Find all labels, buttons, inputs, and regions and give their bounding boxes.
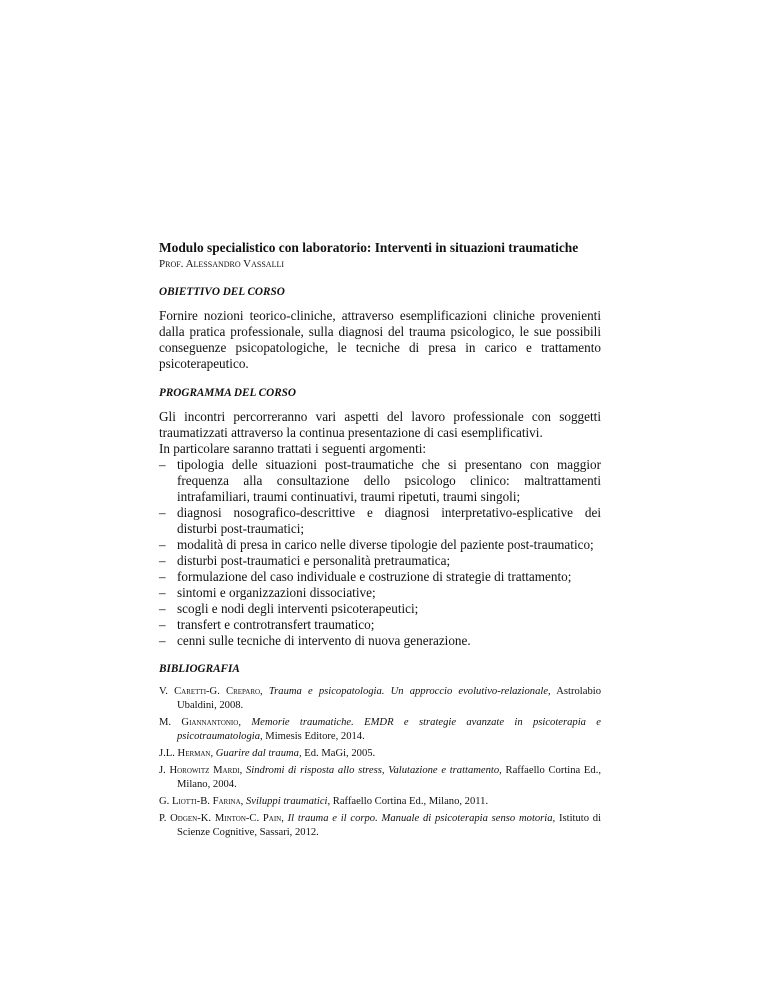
program-topic-list [159, 457, 601, 649]
list-item [159, 569, 601, 585]
objective-text: Fornire nozioni teorico-cliniche, attraverso esemplificazioni cliniche provenienti dalla pratica professionale, sulla diagnosi del trauma psicologico, le sue possibili conseguenze psicopatologiche, le tecniche di presa in carico e trattamento psicoterapeutico. [159, 308, 601, 371]
list-item-text: cenni sulle tecniche di intervento di nuova generazione. [177, 633, 471, 648]
dash-bullet: – [159, 601, 166, 616]
dash-bullet: – [159, 633, 166, 648]
dash-bullet: – [159, 457, 166, 472]
bibliography-entry [159, 747, 601, 761]
program-intro: Gli incontri percorreranno vari aspetti del lavoro professionale con soggetti traumatizzati attraverso la continua presentazione di casi esemplificativi. [159, 409, 601, 440]
entry-title: Sindromi di risposta allo stress, Valutazione e trattamento, [245, 765, 502, 776]
objective-heading: OBIETTIVO DEL CORSO [159, 286, 285, 298]
course-title: Modulo specialistico con laboratorio: Interventi in situazioni traumatiche [159, 240, 579, 255]
list-item-text: scogli e nodi degli interventi psicoterapeutici; [177, 601, 419, 616]
bibliography-entry [159, 795, 601, 809]
bibliography-list [159, 685, 601, 840]
bibliography-entry [159, 716, 601, 744]
list-item [159, 617, 601, 633]
dash-bullet: – [159, 537, 166, 552]
entry-publisher: Raffaello Cortina Ed., Milano, 2004. [177, 765, 601, 790]
entry-authors: V. Caretti-G. Creparo, [159, 686, 263, 697]
list-item [159, 537, 601, 553]
entry-title: Trauma e psicopatologia. Un approccio evolutivo-relazionale, [268, 686, 551, 697]
list-item [159, 457, 601, 505]
entry-authors: G. Liotti-B. Farina, [159, 796, 244, 807]
dash-bullet: – [159, 585, 166, 600]
entry-title: Memorie traumatiche. EMDR e strategie avanzate in psicoterapia e psicotraumatologia, [177, 717, 601, 742]
list-item [159, 505, 601, 537]
list-item-text: formulazione del caso individuale e costruzione di strategie di trattamento; [177, 569, 572, 584]
list-item-text: modalità di presa in carico nelle diverse tipologie del paziente post-traumatico; [177, 537, 594, 552]
bibliography-entry [159, 764, 601, 792]
entry-publisher: Istituto di Scienze Cognitive, Sassari, 2012. [177, 813, 602, 838]
dash-bullet: – [159, 553, 166, 568]
program-heading: PROGRAMMA DEL CORSO [159, 387, 296, 399]
entry-title: Guarire dal trauma, [215, 748, 302, 759]
entry-title: Il trauma e il corpo. Manuale di psicoterapia senso motoria, [287, 813, 556, 824]
entry-title: Sviluppi traumatici, [245, 796, 331, 807]
bibliography-entry [159, 812, 601, 840]
dash-bullet: – [159, 617, 166, 632]
list-item [159, 553, 601, 569]
entry-publisher: Raffaello Cortina Ed., Milano, 2011. [332, 796, 489, 807]
list-item-text: diagnosi nosografico-descrittive e diagnosi interpretativo-esplicative dei disturbi post-traumatici; [177, 505, 601, 536]
list-item-text: transfert e controtransfert traumatico; [177, 617, 375, 632]
dash-bullet: – [159, 569, 166, 584]
bibliography-entry [159, 685, 601, 713]
entry-publisher: Mimesis Editore, 2014. [265, 731, 365, 742]
dash-bullet: – [159, 505, 166, 520]
course-page [159, 239, 601, 843]
list-item-text: tipologia delle situazioni post-traumatiche che si presentano con maggior frequenza alla consultazione dello psicologo clinico: maltrattamenti intrafamiliari, traumi continuativi, traumi ripetuti, traumi singoli; [177, 457, 601, 504]
entry-authors: M. Giannantonio, [159, 717, 241, 728]
list-item-text: disturbi post-traumatici e personalità pretraumatica; [177, 553, 451, 568]
entry-authors: P. Odgen-K. Minton-C. Pain, [159, 813, 284, 824]
list-item [159, 633, 601, 649]
bibliography-heading: BIBLIOGRAFIA [159, 663, 240, 675]
list-item [159, 585, 601, 601]
entry-publisher: Astrolabio Ubaldini, 2008. [177, 686, 601, 711]
entry-publisher: Ed. MaGi, 2005. [304, 748, 376, 759]
list-item-text: sintomi e organizzazioni dissociative; [177, 585, 376, 600]
entry-authors: J.L. Herman, [159, 748, 214, 759]
program-intro-topics: In particolare saranno trattati i seguenti argomenti: [159, 441, 427, 456]
list-item [159, 601, 601, 617]
entry-authors: J. Horowitz Mardi, [159, 765, 243, 776]
professor-name: Prof. Alessandro Vassalli [159, 258, 285, 270]
